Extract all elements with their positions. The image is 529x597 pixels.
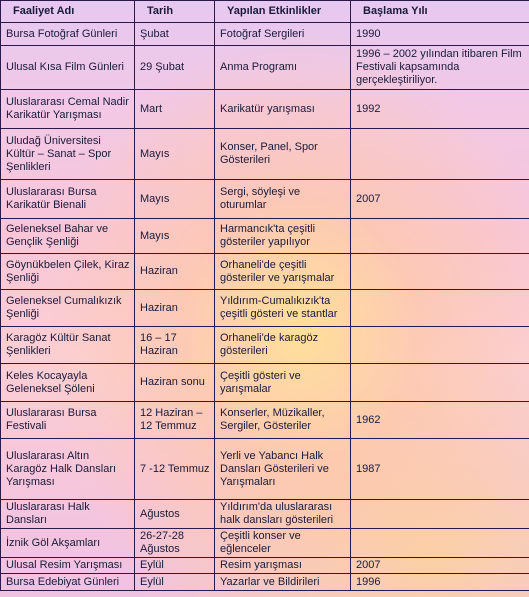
header-activity-name: Faaliyet Adı: [1, 1, 135, 23]
cell-start-year: [351, 500, 529, 529]
cell-events: Çeşitli gösteri ve yarışmalar: [215, 364, 351, 402]
cell-start-year: [351, 129, 529, 180]
table-row: [1, 180, 529, 219]
cell-start-year: [351, 529, 529, 558]
table-row: [1, 439, 529, 500]
cell-start-year: 1962: [351, 402, 529, 439]
cell-events: Yazarlar ve Bildirileri: [215, 574, 351, 591]
cell-date: 7 -12 Temmuz: [135, 439, 215, 500]
cell-events: Konserler, Müzikaller, Sergiler, Gösteriler: [215, 402, 351, 439]
table-row: [1, 500, 529, 529]
table-row: [1, 327, 529, 364]
cell-events: Konser, Panel, Spor Gösterileri: [215, 129, 351, 180]
table-row: [1, 129, 529, 180]
cell-events: Orhaneli'de çeşitli gösteriler ve yarışmalar: [215, 254, 351, 290]
cell-activity-name: Keles Kocayayla Geleneksel Şöleni: [1, 364, 135, 402]
cell-date: Şubat: [135, 23, 215, 46]
cell-events: Yerli ve Yabancı Halk Dansları Gösterileri ve Yarışmaları: [215, 439, 351, 500]
table-row: [1, 290, 529, 327]
table-row: [1, 574, 529, 591]
cell-activity-name: İznik Göl Akşamları: [1, 529, 135, 558]
cell-date: Eylül: [135, 558, 215, 574]
cell-activity-name: Uluslararası Bursa Karikatür Bienali: [1, 180, 135, 219]
cell-activity-name: Uluslararası Altın Karagöz Halk Dansları Yarışması: [1, 439, 135, 500]
header-date: Tarih: [135, 1, 215, 23]
cell-date: 26-27-28 Ağustos: [135, 529, 215, 558]
cell-events: Anma Programı: [215, 46, 351, 90]
cell-start-year: [351, 327, 529, 364]
cell-activity-name: Uluslararası Halk Dansları: [1, 500, 135, 529]
cell-date: 29 Şubat: [135, 46, 215, 90]
table-row: [1, 364, 529, 402]
cell-start-year: 1992: [351, 90, 529, 129]
cell-events: Resim yarışması: [215, 558, 351, 574]
cell-activity-name: Uluslararası Bursa Festivali: [1, 402, 135, 439]
header-events: Yapılan Etkinlikler: [215, 1, 351, 23]
cell-start-year: 2007: [351, 180, 529, 219]
cell-events: Karikatür yarışması: [215, 90, 351, 129]
cell-start-year: 2007: [351, 558, 529, 574]
cell-events: Yıldırım'da uluslararası halk dansları gösterileri: [215, 500, 351, 529]
table-row: [1, 254, 529, 290]
cell-date: Ağustos: [135, 500, 215, 529]
cell-start-year: 1987: [351, 439, 529, 500]
cell-date: Eylül: [135, 574, 215, 591]
cell-activity-name: Uludağ Üniversitesi Kültür – Sanat – Spor Şenlikleri: [1, 129, 135, 180]
cell-date: Mayıs: [135, 129, 215, 180]
cell-start-year: 1996 – 2002 yılından itibaren Film Festivali kapsamında gerçekleştiriliyor.: [351, 46, 529, 90]
cell-start-year: [351, 364, 529, 402]
cell-activity-name: Geleneksel Bahar ve Gençlik Şenliği: [1, 219, 135, 254]
cell-events: Harmancık'ta çeşitli gösteriler yapılıyor: [215, 219, 351, 254]
cell-activity-name: Karagöz Kültür Sanat Şenlikleri: [1, 327, 135, 364]
cell-date: Haziran: [135, 254, 215, 290]
cell-start-year: 1990: [351, 23, 529, 46]
cell-date: Mart: [135, 90, 215, 129]
cell-activity-name: Ulusal Resim Yarışması: [1, 558, 135, 574]
cell-events: Fotoğraf Sergileri: [215, 23, 351, 46]
table-row: [1, 90, 529, 129]
table-row: [1, 529, 529, 558]
cell-date: Haziran sonu: [135, 364, 215, 402]
table-row: [1, 402, 529, 439]
table-row: [1, 558, 529, 574]
cell-events: Çeşitli konser ve eğlenceler: [215, 529, 351, 558]
table-row: [1, 23, 529, 46]
cell-events: Sergi, söyleşi ve oturumlar: [215, 180, 351, 219]
cell-events: Yıldırım-Cumalıkızık'ta çeşitli gösteri ve stantlar: [215, 290, 351, 327]
cell-activity-name: Uluslararası Cemal Nadir Karikatür Yarışması: [1, 90, 135, 129]
cell-date: 16 – 17 Haziran: [135, 327, 215, 364]
cell-events: Orhaneli'de karagöz gösterileri: [215, 327, 351, 364]
header-start-year: Başlama Yılı: [351, 1, 529, 23]
cell-activity-name: Ulusal Kısa Film Günleri: [1, 46, 135, 90]
header-row: [1, 1, 529, 23]
cell-activity-name: Bursa Edebiyat Günleri: [1, 574, 135, 591]
table-row: [1, 46, 529, 90]
cell-date: Mayıs: [135, 180, 215, 219]
cell-start-year: [351, 254, 529, 290]
cell-activity-name: Geleneksel Cumalıkızık Şenliği: [1, 290, 135, 327]
cell-activity-name: Göynükbelen Çilek, Kiraz Şenliği: [1, 254, 135, 290]
cell-start-year: 1996: [351, 574, 529, 591]
cell-activity-name: Bursa Fotoğraf Günleri: [1, 23, 135, 46]
table-row: [1, 219, 529, 254]
cell-date: Haziran: [135, 290, 215, 327]
cell-start-year: [351, 219, 529, 254]
cell-start-year: [351, 290, 529, 327]
cell-date: 12 Haziran – 12 Temmuz: [135, 402, 215, 439]
cell-date: Mayıs: [135, 219, 215, 254]
